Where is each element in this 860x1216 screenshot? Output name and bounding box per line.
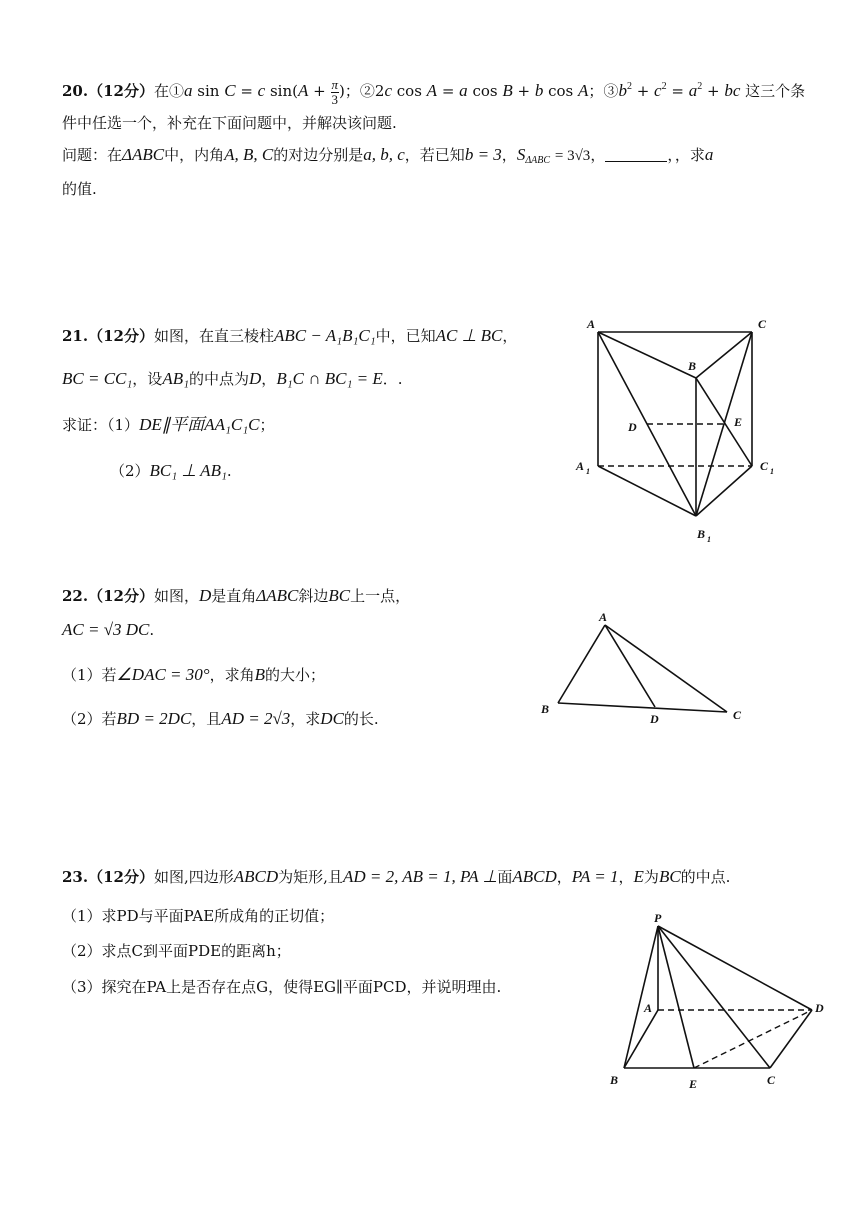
label-D: D [650, 712, 659, 726]
answer-blank[interactable] [605, 147, 667, 162]
pyramid-figure [600, 908, 840, 1098]
q22-line4: （2）若BD = 2DC，且AD = 2√3，求DC的长. [62, 709, 379, 728]
q20-line1: 20.（12分）在①a sin C = c sin(A + $\frac{\pi}{3}$ )；②2c cos A = a cos B + b cos A；$③b^2 + c^2 = a^2$ + bc 这三个条 [62, 76, 806, 107]
label-A: A [599, 610, 608, 624]
label-C: C [758, 317, 767, 331]
label-B1: B [697, 527, 706, 541]
label-E: E [734, 415, 743, 429]
label-E: E [689, 1077, 698, 1091]
q21-line1: 21.（12分）如图，在直三棱柱ABC − A₁B₁C₁中，已知AC ⊥ BC， [62, 326, 518, 345]
q23-line1: 23.（12分）如图,四边形ABCD为矩形,且AD = 2, AB = 1, PA ⊥面ABCD，PA = 1，E为BC的中点. [62, 867, 731, 886]
label-C: C [733, 708, 742, 722]
label-B: B [688, 359, 697, 373]
q20-line2: 件中任选一个，补充在下面问题中，并解决该问题. [62, 114, 397, 132]
label-B: B [541, 702, 550, 716]
label-D: D [815, 1001, 824, 1015]
q23-number: 23.（12分） [62, 868, 154, 886]
label-P: P [654, 911, 662, 925]
label-A: A [644, 1001, 653, 1015]
q23-line4: （3）探究在PA上是否存在点G，使得EG∥平面PCD，并说明理由. [62, 978, 502, 996]
label-A: A [587, 317, 596, 331]
q21-line4: （2）BC₁ ⊥ AB₁. [110, 461, 232, 480]
q23-line2: （1）求PD与平面PAE所成角的正切值； [62, 907, 335, 925]
q22-line1: 22.（12分）如图，D是直角ΔABC斜边BC上一点， [62, 586, 411, 605]
q21-line2: BC = CC₁，设AB₁的中点为D，B₁C ∩ BC₁ = E．. [62, 369, 403, 388]
label-C1-sub: 1 [770, 467, 774, 476]
q22-line3: （1）若∠DAC = 30°，求角B的大小； [62, 665, 325, 684]
label-C1: C [760, 459, 769, 473]
q20-number: 20.（12分） [62, 82, 154, 100]
triangle-figure [535, 605, 755, 730]
q20-line3: 问题：在ΔABC中，内角A, B, C的对边分别是a, b, c，若已知b = 3，$S_{\Delta ABC} = 3√3$， ，，求a [62, 145, 714, 166]
label-B1-sub: 1 [707, 535, 711, 544]
label-C: C [767, 1073, 776, 1087]
label-B: B [610, 1073, 619, 1087]
label-D: D [628, 420, 637, 434]
label-A1: A [576, 459, 585, 473]
q21-line3: 求证：（1）DE∥平面AA₁C₁C； [62, 415, 275, 434]
label-A1-sub: 1 [586, 467, 590, 476]
q22-number: 22.（12分） [62, 587, 154, 605]
pi-over-3-fraction: $\frac{\pi}{3}$ [331, 76, 339, 107]
q21-number: 21.（12分） [62, 327, 154, 345]
prism-figure [570, 310, 790, 550]
q20-line4: 的值. [62, 180, 97, 198]
q23-line3: （2）求点C到平面PDE的距离h； [62, 942, 291, 960]
q22-line2: AC = √3 DC. [62, 620, 155, 639]
